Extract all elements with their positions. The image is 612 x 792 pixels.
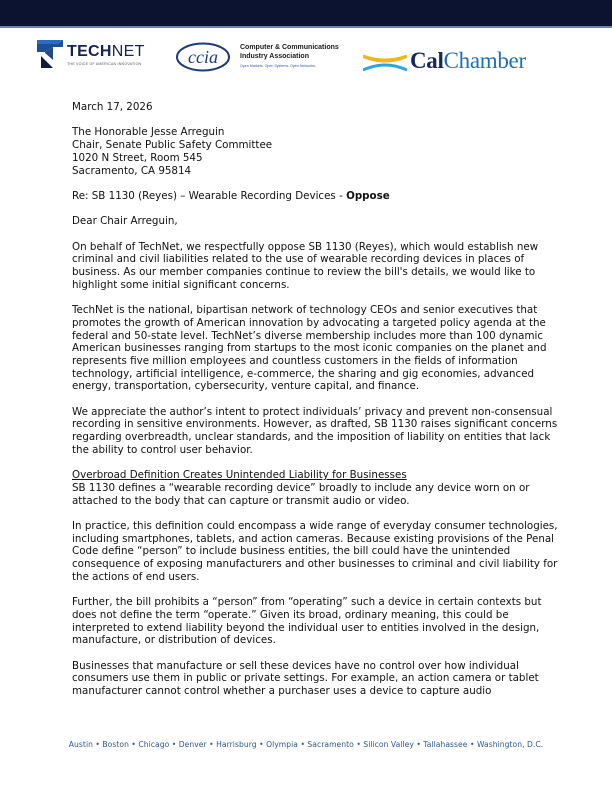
technet-wordmark: TECHNET (67, 43, 145, 60)
paragraph-businesses: Businesses that manufacture or sell these devices have no control over how individual consumers use them in public or private settings. For example, an action camera or tablet manufacturer cannot control whether a purchaser uses a device to capture audio (72, 659, 539, 698)
technet-tagline: THE VOICE OF AMERICAN INNOVATION (67, 62, 142, 66)
technet-t-icon (37, 40, 63, 70)
recipient-street: 1020 N Street, Room 545 (72, 151, 203, 164)
recipient-title: Chair, Senate Public Safety Committee (72, 139, 273, 152)
recipient-address (72, 126, 562, 177)
calchamber-wordmark: CalChamber (410, 48, 526, 73)
footer-offices: Austin • Boston • Chicago • Denver • Harrisburg • Olympia • Sacramento • Silicon Valley • Tallahassee • Washington, D.C. (68, 740, 544, 749)
ccia-oval-icon (175, 42, 231, 72)
re-line: Re: SB 1130 (Reyes) – Wearable Recording Devices - Oppose (72, 189, 390, 202)
ccia-name-line1: Computer & Communications (240, 44, 339, 51)
ccia-logo (175, 38, 345, 78)
letter-date: March 17, 2026 (72, 101, 153, 113)
paragraph-operate: Further, the bill prohibits a “person” from “operating” such a device in certain contexts but does not define the term “operate.” Given its broad, ordinary meaning, this could be interpreted to extend liability beyond the individual user to entities involved in the design, manufacture, or distribution of devices. (72, 596, 542, 647)
calchamber-logo (363, 48, 543, 78)
section-heading: Overbroad Definition Creates Unintended Liability for Businesses (72, 469, 407, 482)
paragraph-about-technet: TechNet is the national, bipartisan network of technology CEOs and senior executives that promotes the growth of American innovation by advocating a targeted policy agenda at the federal and 50-state level. TechNet’s diverse membership includes more than 100 dynamic American businesses ranging from startups to the most iconic companies on the planet and represents five million employees and countless customers in the fields of information technology, artificial intelligence, e-commerce, the sharing and gig economies, advanced energy, transportation, cybersecurity, venture capital, and finance. (72, 304, 547, 393)
ccia-name-line2: Industry Association (240, 52, 309, 60)
paragraph-concerns: We appreciate the author’s intent to protect individuals’ privacy and prevent non-consensual recording in sensitive environments. However, as drafted, SB 1130 raises significant concerns regarding overbreadth, unclear standards, and the imposition of liability on entities that lack the ability to control user behavior. (72, 405, 558, 456)
svg-text:ccia: ccia (188, 47, 218, 67)
recipient-city: Sacramento, CA 95814 (72, 164, 192, 177)
paragraph-definition: SB 1130 defines a “wearable recording device” broadly to include any device worn on or attached to the body that can capture or transmit audio or video. (72, 481, 530, 507)
ccia-tagline: Open Markets. Open Systems. Open Networks. (240, 64, 316, 68)
paragraph-practice: In practice, this definition could encompass a wide range of everyday consumer technologies, including smartphones, tablets, and action cameras. Because existing provisions of the Penal Code define “person” to include business entities, the bill could have the unintended consequence of exposing manufacturers and other businesses to criminal and civil liability for the actions of end users. (72, 520, 558, 583)
letter-body (72, 101, 562, 698)
header-bar (0, 0, 612, 28)
calchamber-swoosh-icon (363, 52, 407, 74)
recipient-name: The Honorable Jesse Arreguin (72, 126, 225, 139)
logo-row (0, 30, 612, 90)
paragraph-intro: On behalf of TechNet, we respectfully oppose SB 1130 (Reyes), which would establish new criminal and civil liabilities related to the use of wearable recording devices in places of business. As our member companies continue to review the bill's details, we would like to highlight some initial significant concerns. (72, 240, 539, 291)
technet-logo (37, 40, 167, 76)
salutation: Dear Chair Arreguin, (72, 215, 178, 228)
position-oppose: Oppose (346, 189, 390, 202)
